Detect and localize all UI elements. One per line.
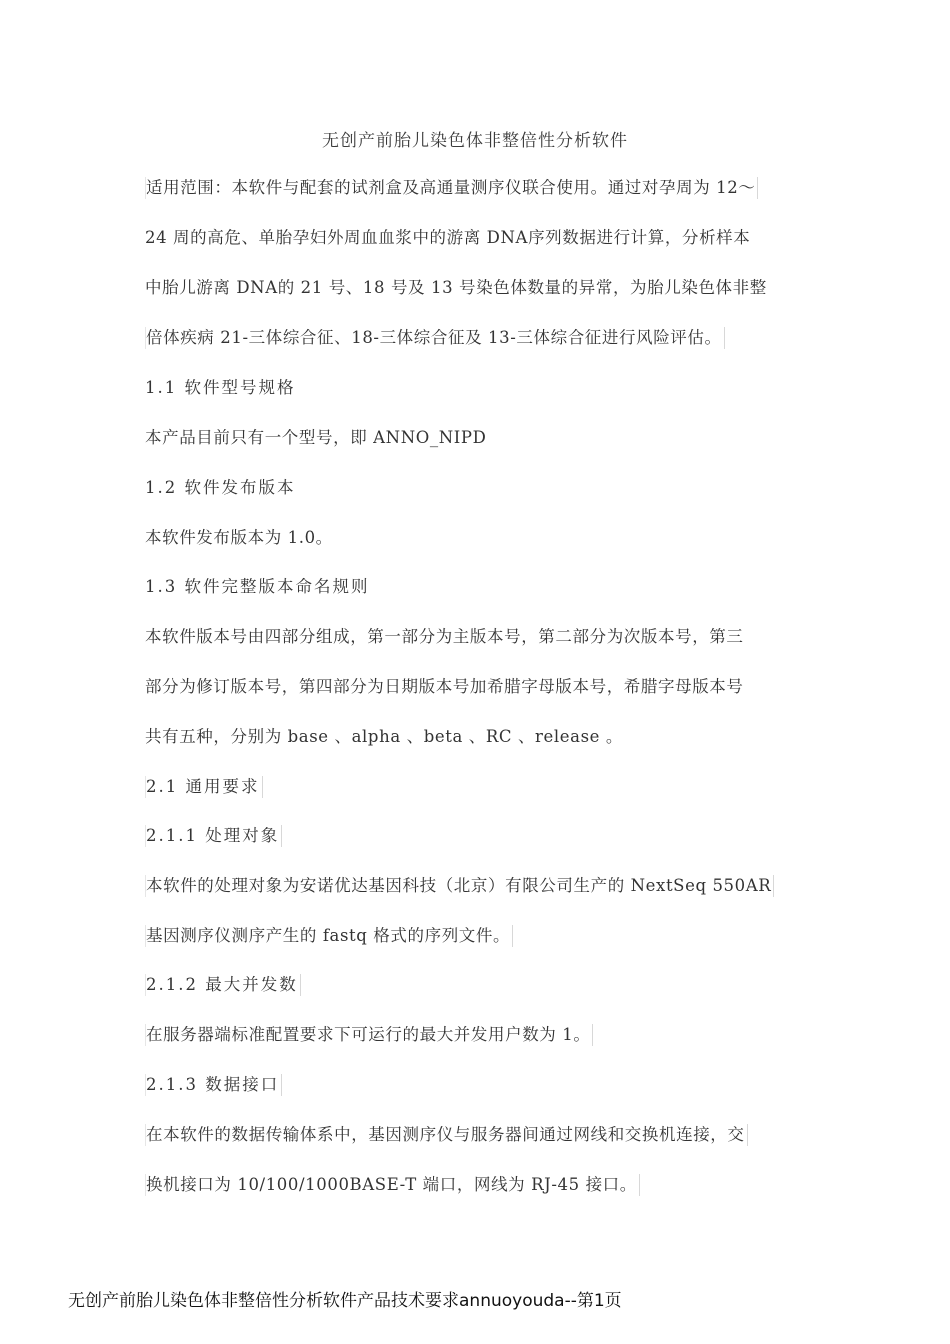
document-title: 无创产前胎儿染色体非整倍性分析软件: [322, 131, 628, 151]
body-line: 本软件版本号由四部分组成，第一部分为主版本号，第二部分为次版本号，第三: [145, 627, 744, 646]
section-heading: 2.1 通用要求: [145, 776, 263, 798]
body-line: 适用范围：本软件与配套的试剂盒及高通量测序仪联合使用。通过对孕周为 12～: [145, 177, 758, 199]
section-heading: 2.1.1 处理对象: [145, 825, 282, 847]
section-heading: 2.1.2 最大并发数: [145, 974, 301, 996]
body-line: 换机接口为 10/100/1000BASE-T 端口，网线为 RJ-45 接口。: [145, 1174, 640, 1196]
body-line: 本产品目前只有一个型号，即 ANNO_NIPD: [145, 428, 487, 447]
section-heading: 1.3 软件完整版本命名规则: [145, 577, 370, 596]
body-line: 共有五种，分别为 base 、alpha 、beta 、RC 、release 。: [145, 727, 623, 746]
body-line: 在本软件的数据传输体系中，基因测序仪与服务器间通过网线和交换机连接，交: [145, 1124, 748, 1146]
body-line: 在服务器端标准配置要求下可运行的最大并发用户数为 1。: [145, 1024, 593, 1046]
body-line: 本软件发布版本为 1.0。: [145, 528, 333, 547]
section-heading: 1.1 软件型号规格: [145, 378, 296, 397]
body-line: 倍体疾病 21-三体综合征、18-三体综合征及 13-三体综合征进行风险评估。: [145, 327, 725, 349]
body-line: 基因测序仪测序产生的 fastq 格式的序列文件。: [145, 925, 513, 947]
body-line: 中胎儿游离 DNA的 21 号、18 号及 13 号染色体数量的异常，为胎儿染色体非整: [145, 278, 767, 297]
body-line: 部分为修订版本号，第四部分为日期版本号加希腊字母版本号，希腊字母版本号: [145, 677, 744, 696]
section-heading: 1.2 软件发布版本: [145, 478, 296, 497]
body-line: 本软件的处理对象为安诺优达基因科技（北京）有限公司生产的 NextSeq 550AR: [145, 875, 774, 897]
page-footer: 无创产前胎儿染色体非整倍性分析软件产品技术要求annuoyouda--第1页: [68, 1291, 622, 1311]
body-line: 24 周的高危、单胎孕妇外周血血浆中的游离 DNA序列数据进行计算，分析样本: [145, 228, 751, 247]
section-heading: 2.1.3 数据接口: [145, 1074, 282, 1096]
